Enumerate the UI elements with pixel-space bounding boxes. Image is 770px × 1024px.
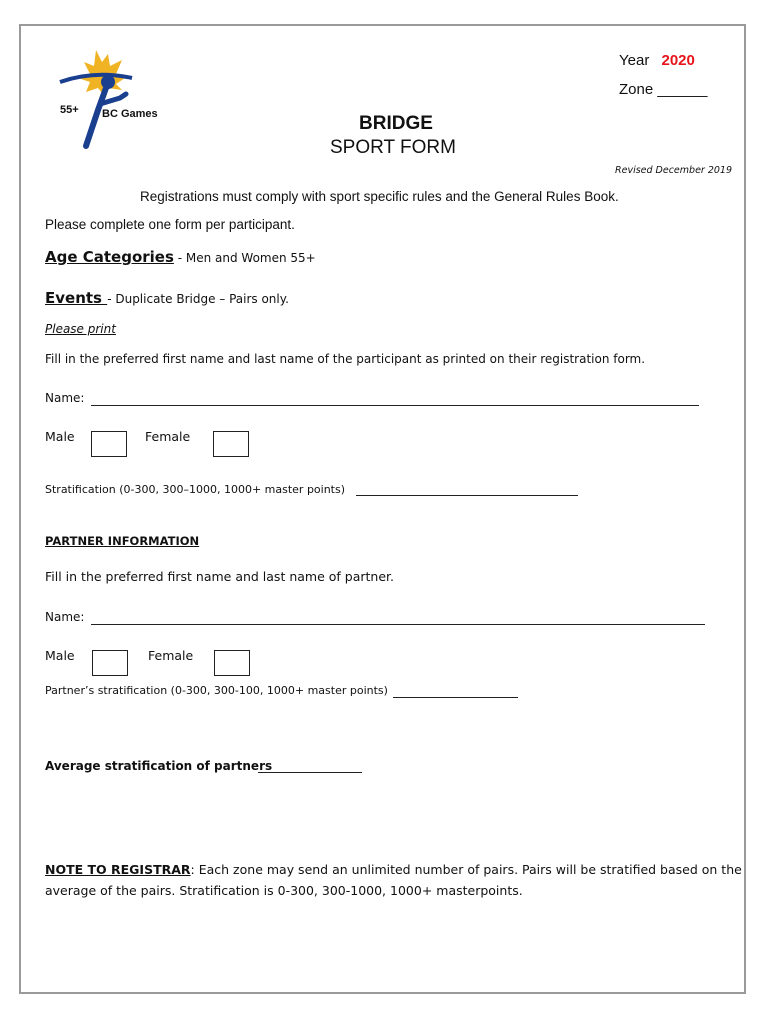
participant-name-label: Name: xyxy=(45,391,85,405)
participant-instruction: Fill in the preferred first name and last name of the participant as printed on their registration form. xyxy=(45,352,646,366)
logo-brand: BC Games xyxy=(102,108,158,120)
year-label: Year xyxy=(619,52,650,69)
one-form-note: Please complete one form per participant. xyxy=(45,217,295,232)
registrar-note-line2: average of the pairs. Stratification is 0-300, 300-1000, 1000+ masterpoints. xyxy=(45,883,523,898)
page-subtitle: SPORT FORM xyxy=(330,137,456,158)
partner-stratification-input[interactable] xyxy=(393,697,518,698)
participant-name-row xyxy=(45,391,84,405)
registrar-note-text1: : Each zone may send an unlimited number of pairs. Pairs will be stratified based on the xyxy=(190,862,742,877)
registrar-note-line1 xyxy=(45,862,742,877)
partner-male-label: Male xyxy=(45,648,75,663)
page-title: BRIDGE xyxy=(359,113,433,134)
participant-female-checkbox[interactable] xyxy=(213,431,249,457)
participant-stratification-label: Stratification (0-300, 300–1000, 1000+ master points) xyxy=(45,483,346,496)
partner-male-checkbox[interactable] xyxy=(92,650,128,676)
registrar-note-label: NOTE TO REGISTRAR xyxy=(45,862,191,877)
year-value: 2020 xyxy=(661,52,695,69)
participant-stratification-input[interactable] xyxy=(356,495,578,496)
partner-female-checkbox[interactable] xyxy=(214,650,250,676)
year-field xyxy=(619,52,695,69)
partner-stratification-label: Partner’s stratification (0-300, 300-100, 1000+ master points) xyxy=(45,684,388,697)
partner-instruction: Fill in the preferred first name and last name of partner. xyxy=(45,569,394,584)
please-print: Please print xyxy=(45,322,116,336)
average-stratification-input[interactable] xyxy=(258,772,362,773)
partner-heading: PARTNER INFORMATION xyxy=(45,534,200,548)
revised-date: Revised December 2019 xyxy=(615,165,733,176)
age-categories-text: - Men and Women 55+ xyxy=(173,251,316,265)
partner-name-input[interactable] xyxy=(91,624,705,625)
events-label: Events xyxy=(45,289,108,307)
participant-male-label: Male xyxy=(45,429,75,444)
partner-female-label: Female xyxy=(148,648,194,663)
participant-male-checkbox[interactable] xyxy=(91,431,127,457)
partner-name-label: Name: xyxy=(45,610,85,624)
rules-note: Registrations must comply with sport specific rules and the General Rules Book. xyxy=(140,189,619,204)
average-stratification-label: Average stratification of partners xyxy=(45,759,273,773)
logo-badge: 55+ xyxy=(60,104,79,116)
age-categories xyxy=(45,247,316,266)
participant-name-input[interactable] xyxy=(91,405,699,406)
events-text: - Duplicate Bridge – Pairs only. xyxy=(107,292,289,306)
bc-games-logo xyxy=(50,48,170,150)
events xyxy=(45,288,289,307)
participant-female-label: Female xyxy=(145,429,191,444)
age-categories-label: Age Categories xyxy=(45,248,174,266)
zone-field: Zone ______ xyxy=(619,81,708,98)
